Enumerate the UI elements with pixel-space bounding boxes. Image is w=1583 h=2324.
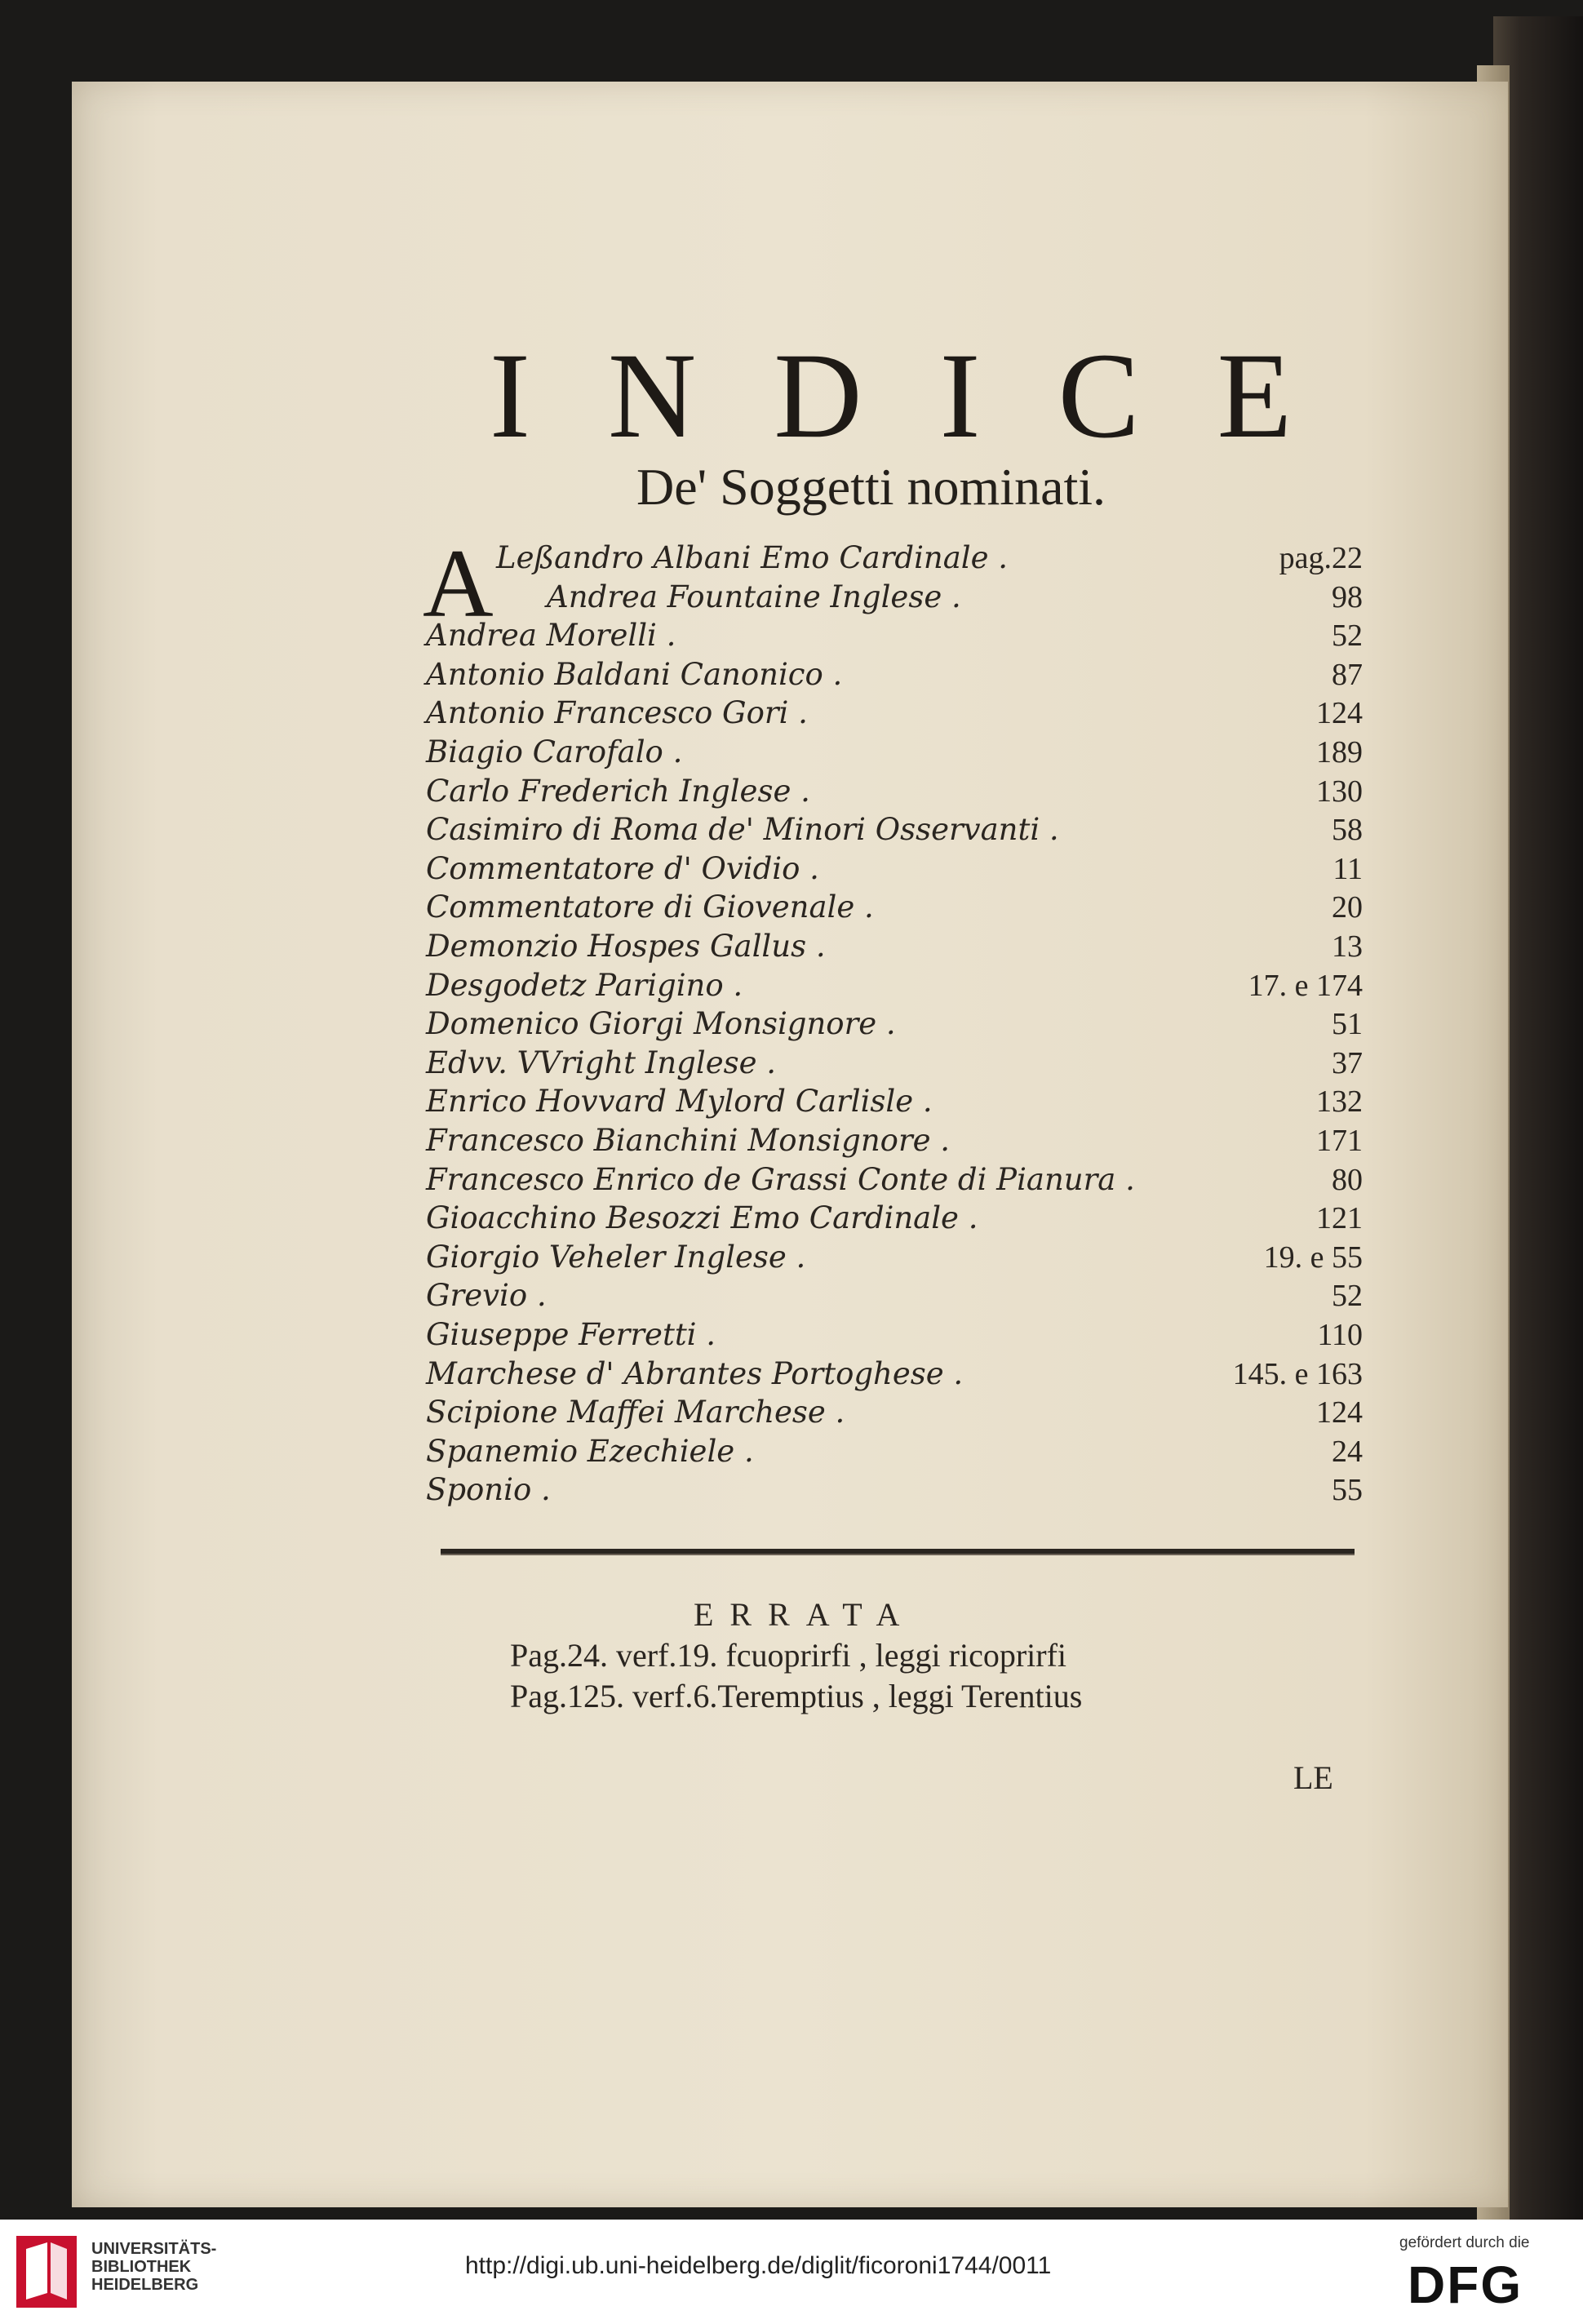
index-entry-name: Casimiro di Roma de' Minori Osservanti . [426, 812, 1059, 847]
index-entry-page: 132 [1316, 1084, 1363, 1119]
index-entry-page: 20 [1332, 890, 1363, 925]
index-entry-page: 58 [1332, 813, 1363, 847]
index-entry-page: 124 [1316, 1395, 1363, 1430]
catchword: LE [1293, 1759, 1333, 1796]
index-entry-name: Giuseppe Ferretti . [426, 1317, 716, 1352]
index-entry-page: 55 [1332, 1473, 1363, 1507]
index-entry-page: 11 [1332, 852, 1363, 886]
page-title: INDICE [490, 328, 1370, 463]
university-logo-icon [15, 2234, 78, 2309]
index-entry-page: 37 [1332, 1046, 1363, 1080]
index-entry-name: Carlo Frederich Inglese . [426, 774, 810, 809]
funder-label: gefördert durch die [1399, 2234, 1530, 2251]
index-entry-page: 145. e 163 [1232, 1357, 1363, 1391]
index-entry-name: Giorgio Veheler Inglese . [426, 1240, 806, 1275]
institution-name: UNIVERSITÄTS- BIBLIOTHEK HEIDELBERG [91, 2240, 217, 2294]
index-entry-name: Desgodetz Parigino . [426, 968, 743, 1003]
index-entry-name: Andrea Fountaine Inglese . [547, 579, 961, 614]
index-entry-name: Marchese d' Abrantes Portoghese . [426, 1356, 964, 1391]
index-entry-name: Grevio . [426, 1278, 547, 1313]
index-entry-name: Leßandro Albani Emo Cardinale . [496, 540, 1009, 575]
index-entry-page: 124 [1316, 696, 1363, 730]
index-entry-name: Demonzio Hospes Gallus . [426, 929, 826, 964]
index-entry-page: 171 [1316, 1124, 1363, 1158]
index-entry-page: 110 [1317, 1318, 1363, 1352]
index-entry-name: Commentatore di Giovenale . [426, 889, 874, 925]
index-entry-page: 52 [1332, 1279, 1363, 1313]
index-entry-page: 87 [1332, 658, 1363, 692]
index-entry-page: 130 [1316, 774, 1363, 809]
index-entry-name: Spanemio Ezechiele . [426, 1434, 754, 1469]
index-entry-page: 13 [1332, 929, 1363, 964]
index-entry-page: 17. e 174 [1248, 969, 1363, 1003]
errata-line: Pag.24. verf.19. fcuoprirfi , leggi ricoprirfi [510, 1637, 1067, 1674]
page-subtitle: De' Soggetti nominati. [636, 458, 1106, 516]
index-entry-name: Francesco Enrico de Grassi Conte di Pianura . [426, 1162, 1135, 1197]
index-entry-name: Biagio Carofalo . [426, 734, 683, 769]
index-entry-name: Enrico Hovvard Mylord Carlisle . [426, 1084, 933, 1119]
index-entry-page: 52 [1332, 619, 1363, 653]
index-entry-page: 51 [1332, 1007, 1363, 1041]
index-entry-name: Scipione Maffei Marchese . [426, 1395, 845, 1430]
index-entry-name: Edvv. VVright Inglese . [426, 1045, 777, 1080]
index-entry-name: Commentatore d' Ovidio . [426, 851, 819, 886]
index-entry-name: Domenico Giorgi Monsignore . [426, 1006, 896, 1041]
index-entry-name: Antonio Francesco Gori . [426, 695, 808, 730]
index-entry-page: 19. e 55 [1263, 1240, 1363, 1275]
index-entry-name: Antonio Baldani Canonico . [426, 657, 843, 692]
index-entry-name: Andrea Morelli . [426, 618, 676, 653]
index-entry-page: 98 [1332, 580, 1363, 614]
errata-line: Pag.125. verf.6.Teremptius , leggi Terentius [510, 1678, 1083, 1714]
drop-cap: A [423, 529, 494, 637]
index-entry-name: Francesco Bianchini Monsignore . [426, 1123, 951, 1158]
index-entry-name: Gioacchino Besozzi Emo Cardinale . [426, 1200, 978, 1235]
divider-rule [441, 1549, 1355, 1555]
dfg-logo: DFG [1408, 2255, 1523, 2314]
index-entry-page: 121 [1316, 1201, 1363, 1235]
errata-heading: ERRATA [694, 1596, 916, 1633]
index-entry-page: pag.22 [1279, 541, 1363, 575]
index-entry-page: 24 [1332, 1435, 1363, 1469]
index-entry-page: 80 [1332, 1163, 1363, 1197]
index-entry-page: 189 [1316, 735, 1363, 769]
index-entry-name: Sponio . [426, 1472, 551, 1507]
source-url-link[interactable]: http://digi.ub.uni-heidelberg.de/diglit/ficoroni1744/0011 [465, 2252, 1052, 2279]
